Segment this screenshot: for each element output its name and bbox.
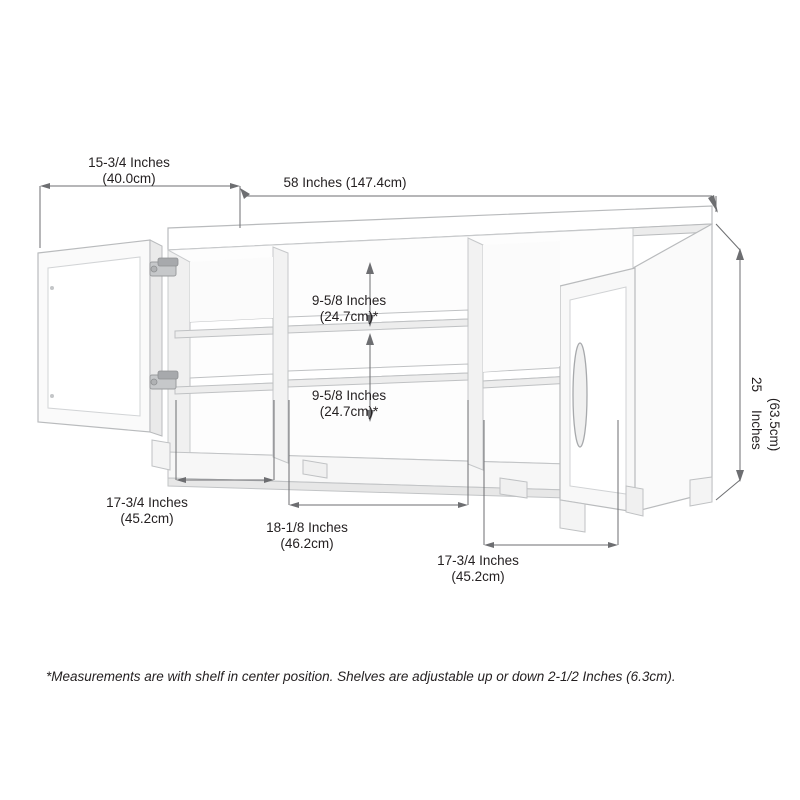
- dimension-label-shelf-opening-lower-line1: 9-5/8 Inches: [311, 388, 387, 403]
- dimension-label-bay-width-right-line2: (45.2cm): [451, 569, 505, 584]
- dimension-label-shelf-opening-upper: [264, 293, 434, 325]
- dimension-label-bay-width-center-line1: 18-1/8 Inches: [266, 520, 348, 535]
- ext-height-top: [716, 224, 740, 250]
- dimension-label-bay-width-left-line1: 17-3/4 Inches: [106, 495, 188, 510]
- dimension-label-shelf-opening-upper-line2: (24.7cm)*: [319, 309, 379, 324]
- vertical-divider-right: [468, 238, 483, 470]
- vertical-divider-left: [273, 247, 288, 463]
- foot-front-left: [152, 440, 170, 470]
- dimension-label-bay-width-right: [393, 553, 563, 585]
- foot-far-right: [690, 477, 712, 506]
- foot-center-right: [500, 478, 527, 498]
- arrow-bay-center-start: [289, 502, 299, 508]
- left-door-inset: [48, 257, 140, 416]
- dimension-label-shelf-opening-lower: [264, 388, 434, 420]
- dimension-label-height-right-units: [748, 345, 764, 515]
- interior-shading-right: [483, 241, 560, 372]
- right-side-panel: [633, 224, 712, 512]
- dimension-label-shelf-opening-lower-line2: (24.7cm)*: [319, 404, 379, 419]
- ext-height-bottom: [716, 480, 740, 500]
- tv-stand-illustration: [38, 206, 712, 532]
- left-door-screw-bottom: [50, 394, 54, 398]
- arrow-bay-right-start: [484, 542, 494, 548]
- dimension-label-bay-width-center: [222, 520, 392, 552]
- dimension-label-height-right-metric: [766, 330, 782, 520]
- arrow-height-top: [736, 248, 744, 260]
- dimension-label-height-right-line2: Inches: [749, 410, 764, 450]
- left-interior-side: [168, 250, 190, 455]
- dimension-label-width-top-line1: 58 Inches (147.4cm): [283, 175, 407, 190]
- foot-back-right: [626, 486, 643, 516]
- left-door-screw-top: [50, 286, 54, 290]
- foot-front-right: [560, 500, 585, 532]
- arrow-height-bottom: [736, 470, 744, 482]
- dimension-label-height-right-line3: (63.5cm): [767, 398, 782, 452]
- dimension-label-depth-top-left-line1: 15-3/4 Inches: [88, 155, 170, 170]
- right-door-handle: [573, 343, 587, 447]
- interior-shading-left: [190, 257, 273, 322]
- arrow-depth-right: [230, 183, 240, 189]
- arrow-bay-right-end: [608, 542, 618, 548]
- dimension-label-depth-top-left-line2: (40.0cm): [102, 171, 156, 186]
- dimension-label-height-right-line1: 25: [749, 377, 764, 393]
- dimension-label-bay-width-right-line1: 17-3/4 Inches: [437, 553, 519, 568]
- measurement-footnote: *Measurements are with shelf in center position. Shelves are adjustable up or down 2-1/2 Inches (6.3cm).: [46, 669, 676, 684]
- dimension-label-shelf-opening-upper-line1: 9-5/8 Inches: [311, 293, 387, 308]
- dimension-label-bay-width-left: [62, 495, 232, 527]
- dimension-label-bay-width-left-line2: (45.2cm): [120, 511, 174, 526]
- arrow-bay-center-end: [458, 502, 468, 508]
- dimension-label-depth-top-left: [39, 155, 219, 187]
- dimension-label-width-top: [240, 175, 450, 191]
- dimension-label-bay-width-center-line2: (46.2cm): [280, 536, 334, 551]
